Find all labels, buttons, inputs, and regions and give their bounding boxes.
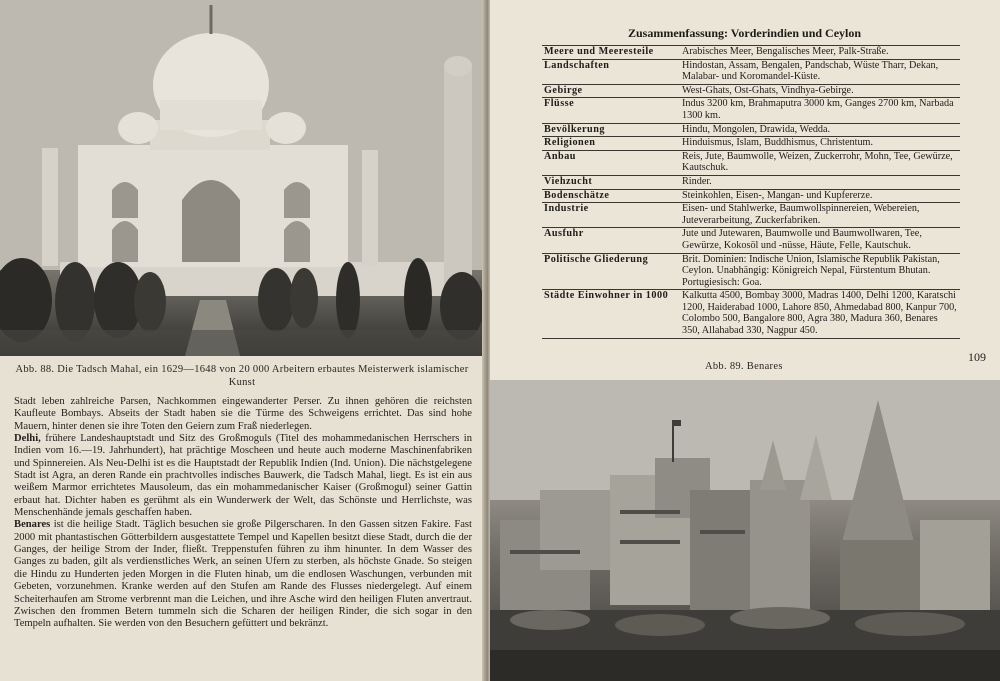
row-key: Gebirge [542,84,678,98]
row-value: Reis, Jute, Baumwolle, Weizen, Zuckerrohr, Mohn, Tee, Gewürze, Kautschuk. [678,150,960,175]
table-row [542,175,960,189]
row-key: Landschaften [542,59,678,84]
row-key: Bodenschätze [542,189,678,203]
summary-table [542,45,960,339]
row-value: Indus 3200 km, Brahmaputra 3000 km, Ganges 2700 km, Narbada 1300 km. [678,98,960,123]
right-page [490,0,1000,681]
table-row [542,290,960,338]
benares-photo [490,380,1000,681]
page-number: 109 [968,350,986,364]
table-row [542,98,960,123]
row-key: Politische Gliederung [542,253,678,290]
row-key: Anbau [542,150,678,175]
table-row [542,137,960,151]
paragraph-parsen: Stadt leben zahlreiche Parsen, Nachkommen eingewanderter Perser. Zu ihnen gehören die reichsten Kaufleute Bombays. Abseits der Stadt haben sie die Türme des Schweigens errichtet. Das sind hohe Mauern, hinter denen sie ihre Toten den Geiern zum Fraß niederlegen. [14,396,472,432]
row-key: Flüsse [542,98,678,123]
row-key: Viehzucht [542,175,678,189]
figure-88-caption: Abb. 88. Die Tadsch Mahal, ein 1629—1648 von 20 000 Arbeitern erbautes Meisterwerk islamischer Kunst [15,364,469,388]
table-row [542,203,960,228]
figure-89-caption: Abb. 89. Benares [705,361,783,372]
row-key: Ausfuhr [542,228,678,253]
left-page [0,0,486,681]
table-row [542,189,960,203]
table-row [542,150,960,175]
row-key: Meere und Meeresteile [542,46,678,60]
row-value: Hindu, Mongolen, Drawida, Wedda. [678,123,960,137]
row-value: Kalkutta 4500, Bombay 3000, Madras 1400, Delhi 1200, Karatschi 1200, Haiderabad 1000, Lahore 850, Ahmedabad 800, Kanpur 700, Colombo 500, Bangalore 800, Agra 380, Madura 360, Benares 350, Allahabad 330, Nagpur 450. [678,290,960,338]
row-key: Bevölkerung [542,123,678,137]
row-key: Religionen [542,137,678,151]
row-value: Jute und Jutewaren, Baumwolle und Baumwollwaren, Tee, Gewürze, Kokosöl und -nüsse, Häute, Felle, Kautschuk. [678,228,960,253]
row-value: Hinduismus, Islam, Buddhismus, Christentum. [678,137,960,151]
row-key: Städte Einwohner in 1000 [542,290,678,338]
row-value: Hindostan, Assam, Bengalen, Pandschab, Wüste Tharr, Dekan, Malabar- und Koromandel-Küste. [678,59,960,84]
left-page-body [14,396,472,631]
table-row [542,59,960,84]
table-row [542,228,960,253]
row-value: Eisen- und Stahlwerke, Baumwollspinnereien, Webereien, Juteverarbeitung, Zuckerfabriken. [678,203,960,228]
summary-table-title: Zusammenfassung: Vorderindien und Ceylon [628,26,862,40]
row-value: Brit. Dominien: Indische Union, Islamische Republik Pakistan, Ceylon. Unabhängig: Königreich Nepal, Fürstentum Bhutan. Portugiesisch: Goa. [678,253,960,290]
paragraph-benares: Benares ist die heilige Stadt. Täglich besuchen sie große Pilgerscharen. In den Gassen sitzen Fakire. Fast 2000 mit phantastischen Götterbildern ausgestattete Tempel und Kapellen besitzt diese Stadt, durch die der Ganges, der heilige Strom der Inder, fließt. Treppenstufen führen zu ihm hinunter. In dem Wasser des Ganges zu baden, gilt als verdienstliches Werk, an seinen Ufern zu sterben, als höchste Gnade. So steigen die Hindu zu Hunderten jeden Morgen in die Fluten hinab, um die endlosen Waschungen, verbunden mit Gebeten, vorzunehmen. Kranke werden auf den Stufen am Rande des Flusses niedergelegt. Auf einem Scheiterhaufen am Strome verbrennt man die Leichen, und ihre Asche wird den heiligen Fluten anvertraut. Zwischen den frommen Betern tummeln sich die Scharen der heiligen Rinder, die sich sogar in den Tempeln aufhalten. Sie werden von den Besuchern gefüttert und bekränzt. [14,519,472,630]
table-row [542,253,960,290]
table-row [542,84,960,98]
row-key: Industrie [542,203,678,228]
paragraph-delhi: Delhi, frühere Landeshauptstadt und Sitz des Großmoguls (Titel des mohammedanischen Herrschers in Indien vom 16.—19. Jahrhundert), hat prächtige Moscheen und heute auch moderne Maschinenfabriken und Spinnereien. Als Neu-Delhi ist es die Hauptstadt der Republik Indien (Ind. Union). Die nächstgelegene Stadt ist Agra, an deren Rande ein prachtvolles indisches Bauwerk, die Tadsch Mahal, liegt. Es ist ein aus weißem Marmor errichtetes Mausoleum, das ein mohammedanischer Kaiser (Großmogul) seiner Gattin erbaut hat. Dichter haben es gerühmt als ein Wunderwerk der Welt, das Schönste und Herrlichste, was Menschenhände jemals geschaffen haben. [14,433,472,519]
row-value: Steinkohlen, Eisen-, Mangan- und Kupfererze. [678,189,960,203]
row-value: Rinder. [678,175,960,189]
table-row [542,46,960,60]
taj-mahal-photo [0,0,482,356]
row-value: Arabisches Meer, Bengalisches Meer, Palk-Straße. [678,46,960,60]
row-value: West-Ghats, Ost-Ghats, Vindhya-Gebirge. [678,84,960,98]
table-row [542,123,960,137]
